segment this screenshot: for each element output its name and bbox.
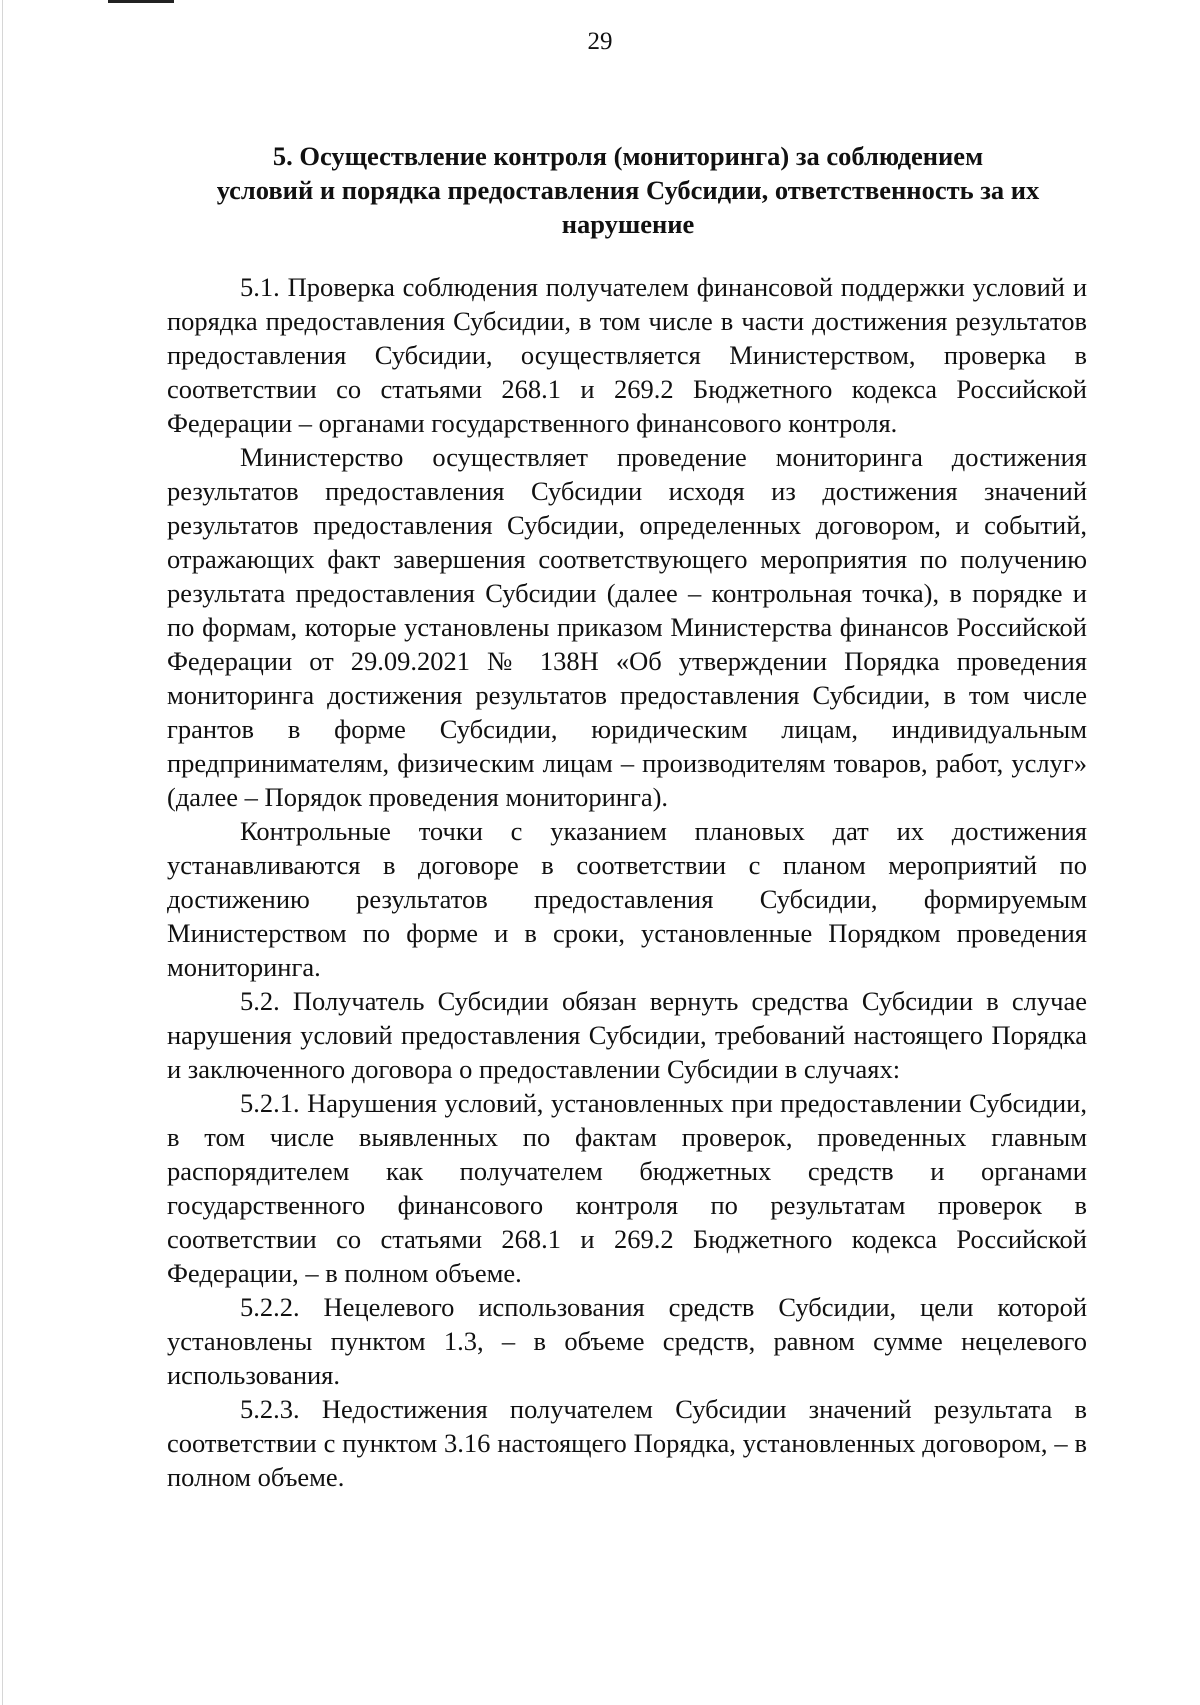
- page-number: 29: [587, 28, 613, 55]
- section-heading-line: условий и порядка предоставления Субсидии, ответственность за их: [216, 175, 1040, 205]
- paragraph-5-2-1: 5.2.1. Нарушения условий, установленных при предоставлении Субсидии, в том числе выявленных по фактам проверок, проведенных главным распорядителем как получателем бюджетных средств и органами государственного финансового контроля по результатам проверок в соответствии со статьями 268.1 и 269.2 Бюджетного кодекса Российской Федерации, – в полном объеме.: [167, 1088, 1087, 1288]
- paragraph-monitoring: Министерство осуществляет проведение мониторинга достижения результатов предоставления Субсидии исходя из достижения значений результатов предоставления Субсидии, определенных договором, и событий, отражающих факт завершения соответствующего мероприятия по получению результата предоставления Субсидии (далее – контрольная точка), в порядке и по формам, которые установлены приказом Министерства финансов Российской Федерации от 29.09.2021 № 138Н «Об утверждении Порядка проведения мониторинга достижения результатов предоставления Субсидии, в том числе грантов в форме Субсидии, юридическим лицам, индивидуальным предпринимателям, физическим лицам – производителям товаров, работ, услуг» (далее – Порядок проведения мониторинга).: [167, 442, 1087, 812]
- section-heading: [168, 139, 1088, 241]
- paragraph-5-2-3: 5.2.3. Недостижения получателем Субсидии значений результата в соответствии с пунктом 3.16 настоящего Порядка, установленных договором, – в полном объеме.: [167, 1394, 1087, 1492]
- paragraph-5-2: 5.2. Получатель Субсидии обязан вернуть средства Субсидии в случае нарушения условий предоставления Субсидии, требований настоящего Порядка и заключенного договора о предоставлении Субсидии в случаях:: [167, 986, 1087, 1084]
- scan-mark: [108, 0, 174, 3]
- document-body: [167, 270, 1087, 1494]
- section-heading-line: 5. Осуществление контроля (мониторинга) за соблюдением: [272, 141, 984, 171]
- scan-edge-line: [2, 0, 3, 1705]
- paragraph-5-1: 5.1. Проверка соблюдения получателем финансовой поддержки условий и порядка предоставления Субсидии, в том числе в части достижения результатов предоставления Субсидии, осуществляется Министерством, проверка в соответствии со статьями 268.1 и 269.2 Бюджетного кодекса Российской Федерации – органами государственного финансового контроля.: [167, 272, 1087, 438]
- paragraph-control-points: Контрольные точки с указанием плановых дат их достижения устанавливаются в договоре в соответствии с планом мероприятий по достижению результатов предоставления Субсидии, формируемым Министерством по форме и в сроки, установленные Порядком проведения мониторинга.: [167, 816, 1087, 982]
- section-heading-line: нарушение: [561, 209, 695, 239]
- paragraph-5-2-2: 5.2.2. Нецелевого использования средств Субсидии, цели которой установлены пунктом 1.3, – в объеме средств, равном сумме нецелевого использования.: [167, 1292, 1087, 1390]
